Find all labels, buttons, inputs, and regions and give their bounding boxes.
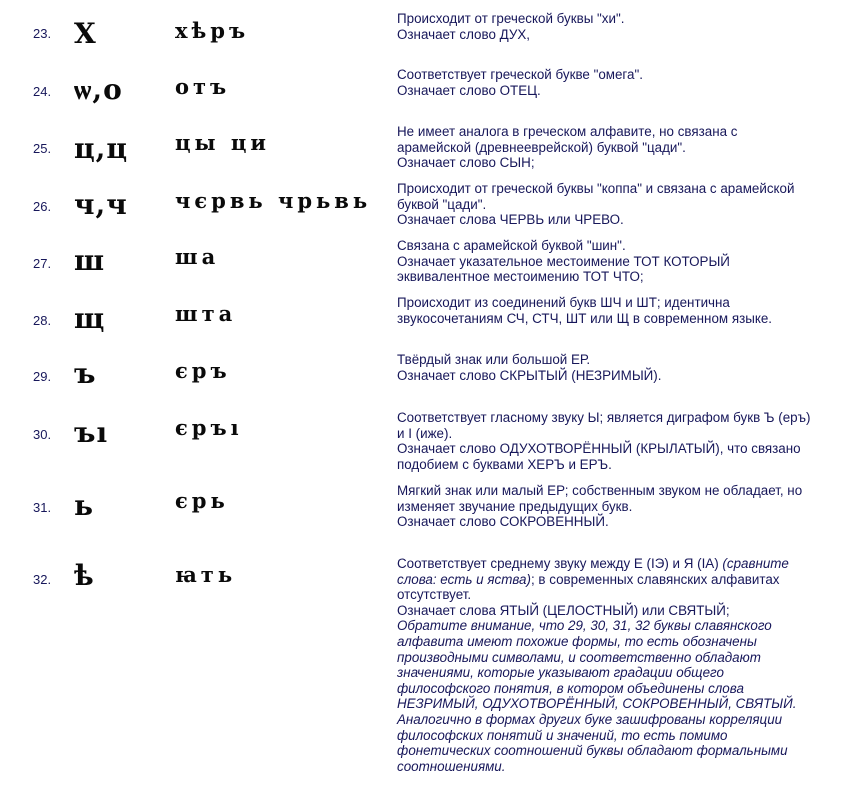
letter-glyph: Х bbox=[74, 17, 97, 50]
letter-number: 23. bbox=[33, 26, 52, 41]
letter-name: отъ bbox=[175, 74, 231, 99]
description-line: подобием с буквами ХЕРЪ и ЕРЪ. bbox=[397, 456, 612, 472]
letter-glyph: ь bbox=[74, 489, 95, 522]
description-line: Твёрдый знак или большой ЕР. bbox=[397, 352, 591, 367]
description-line: Означает слова ЯТЫЙ (ЦЕЛОСТНЫЙ) или СВЯТЫЙ; bbox=[397, 602, 730, 618]
letter-description bbox=[397, 410, 845, 472]
note-line: алфавита имеют похожие формы, то есть обозначены bbox=[397, 633, 757, 649]
description-line: Означает слова ЧЕРВЬ или ЧРЕВО. bbox=[397, 212, 624, 228]
description-line: и I (иже). bbox=[397, 425, 453, 441]
letter-description bbox=[397, 352, 845, 383]
description-line: Означает слово ДУХ, bbox=[397, 26, 530, 42]
description-line: Происходит от греческой буквы "коппа" и связана с арамейской bbox=[397, 181, 795, 196]
description-line: Соответствует греческой букве "омега". bbox=[397, 67, 643, 82]
letter-name: єръ bbox=[175, 358, 231, 383]
letter-name: єръı bbox=[175, 415, 243, 440]
note-line: философского понятия, в котором объединены слова bbox=[397, 680, 744, 696]
note-line: Обратите внимание, что 29, 30, 31, 32 буквы славянского bbox=[397, 618, 772, 634]
letter-number: 29. bbox=[33, 369, 52, 384]
letter-name: хѣръ bbox=[175, 18, 250, 43]
letter-glyph: ъı bbox=[74, 416, 109, 449]
letter-number: 26. bbox=[33, 199, 52, 214]
letter-glyph: ч,ч bbox=[74, 188, 128, 221]
letter-number: 30. bbox=[33, 427, 52, 442]
description-italic: слова: есть и яства) bbox=[397, 571, 531, 587]
letter-glyph: щ bbox=[74, 302, 106, 335]
description-italic: (сравните bbox=[722, 556, 789, 571]
letter-name: шта bbox=[175, 301, 237, 326]
letter-glyph: ѣ bbox=[74, 559, 95, 592]
description-line: Означает слово СЫН; bbox=[397, 155, 535, 171]
note-line: Аналогично в формах других буке зашифрованы корреляции bbox=[397, 711, 783, 727]
description-line: Соответствует гласному звуку Ы; является диграфом букв Ъ (еръ) bbox=[397, 410, 811, 425]
description-line: отсутствует. bbox=[397, 587, 472, 603]
description-line: Означает слово СОКРОВЕННЫЙ. bbox=[397, 514, 609, 530]
description-line: Означает слово ОДУХОТВОРЁННЫЙ (КРЫЛАТЫЙ), что связано bbox=[397, 441, 801, 457]
letter-number: 32. bbox=[33, 572, 52, 587]
letter-description bbox=[397, 238, 845, 285]
description-line: эквивалентное местоимению ТОТ ЧТО; bbox=[397, 269, 644, 285]
description-line: Мягкий знак или малый ЕР; собственным звуком не обладает, но bbox=[397, 483, 803, 498]
letter-name: ꙗть bbox=[175, 562, 237, 587]
description-line bbox=[397, 556, 845, 572]
note-line: производными символами, и соответственно обладают bbox=[397, 649, 761, 665]
description-line: Связана с арамейской буквой "шин". bbox=[397, 238, 626, 253]
letter-name: чєрвь чрьвь bbox=[175, 188, 372, 213]
description-line: Означает указательное местоимение ТОТ КОТОРЫЙ bbox=[397, 253, 730, 269]
letter-description bbox=[397, 483, 845, 530]
letter-description bbox=[397, 124, 845, 171]
letter-number: 25. bbox=[33, 141, 52, 156]
note-line: соотношениями. bbox=[397, 758, 506, 774]
letter-name: єрь bbox=[175, 488, 229, 513]
letter-name: ша bbox=[175, 244, 220, 269]
description-line: буквой "цади". bbox=[397, 196, 487, 212]
note-line: значениями, которые указывают градации общего bbox=[397, 665, 724, 681]
letter-number: 31. bbox=[33, 500, 52, 515]
description-line: Не имеет аналога в греческом алфавите, но связана с bbox=[397, 124, 738, 139]
letter-glyph: ѡ,о bbox=[74, 73, 123, 106]
letter-glyph: ц,ц bbox=[74, 132, 129, 165]
letter-description bbox=[397, 11, 845, 42]
description-text: Соответствует среднему звуку между Е (IЭ) и Я (IA) bbox=[397, 556, 723, 571]
letter-number: 27. bbox=[33, 256, 52, 271]
description-line: звукосочетаниям СЧ, СТЧ, ШТ или Щ в современном языке. bbox=[397, 310, 773, 326]
description-line: изменяет звучание предыдущих букв. bbox=[397, 498, 633, 514]
letter-description bbox=[397, 295, 845, 326]
description-line: арамейской (древнееврейской) буквой "цади". bbox=[397, 139, 686, 155]
letter-name: цы ци bbox=[175, 130, 270, 155]
description-line bbox=[397, 572, 845, 588]
letter-number: 24. bbox=[33, 84, 52, 99]
description-line: Означает слово ОТЕЦ. bbox=[397, 82, 541, 98]
description-line: Происходит из соединений букв ШЧ и ШТ; идентична bbox=[397, 295, 730, 310]
letter-glyph: ъ bbox=[74, 357, 97, 390]
description-text: ; в современных славянских алфавитах bbox=[530, 571, 780, 587]
description-line: Означает слово СКРЫТЫЙ (НЕЗРИМЫЙ). bbox=[397, 367, 662, 383]
letter-glyph: ш bbox=[74, 244, 106, 277]
letter-number: 28. bbox=[33, 313, 52, 328]
note-line: фонетических соотношений буквы обладают формальными bbox=[397, 743, 788, 759]
letter-description bbox=[397, 556, 845, 774]
description-line: Происходит от греческой буквы "хи". bbox=[397, 11, 625, 26]
letter-description bbox=[397, 181, 845, 228]
note-line: НЕЗРИМЫЙ, ОДУХОТВОРЁННЫЙ, СОКРОВЕННЫЙ, СВЯТЫЙ. bbox=[397, 696, 797, 712]
note-line: философских понятий и значений, то есть помимо bbox=[397, 727, 728, 743]
letter-description bbox=[397, 67, 845, 98]
